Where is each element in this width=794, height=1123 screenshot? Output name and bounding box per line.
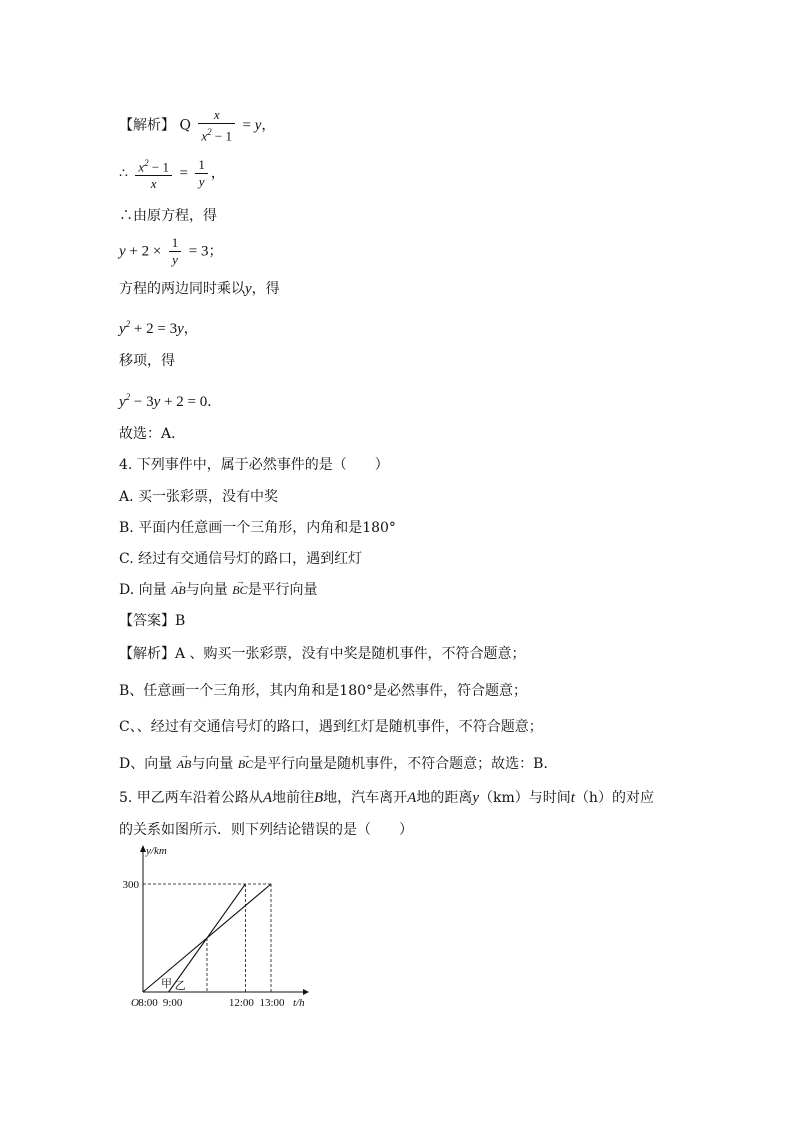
q3-answer: 故选：A．: [119, 426, 186, 442]
q3-line7: 移项，得: [119, 353, 175, 369]
q4-stem: 4. 下列事件中，属于必然事件的是（ ）: [119, 457, 389, 473]
q4-option-a: A. 买一张彩票，没有中奖: [119, 489, 279, 505]
fraction-1-over-y: $\frac{1}{y}$: [195, 157, 208, 190]
origin-label: O: [131, 997, 139, 1009]
q5-stem-line1: 5. 甲乙两车沿着公路从A地前往B地，汽车离开A地的距离y（km）与时间t（h）的对应: [119, 790, 654, 806]
therefore-symbol: ∴: [119, 165, 128, 182]
vector-bc: → BC: [238, 754, 253, 774]
q3-line3: ∴由原方程，得: [119, 208, 217, 224]
y-tick-label: 300: [122, 879, 139, 891]
q4-answer: [119, 611, 185, 631]
vector-ab: → AB: [171, 580, 186, 600]
q3-line2: ∴ $\frac{x^2 - 1}{x}$ = $\frac{1}{y}$ ，: [119, 155, 225, 192]
equals-y: = y: [242, 117, 262, 134]
fraction-reciprocal: $\frac{x^2 - 1}{x}$: [135, 155, 172, 192]
q4-option-c: C. 经过有交通信号灯的路口，遇到红灯: [119, 551, 363, 567]
series-label-jia: 甲: [161, 978, 172, 990]
q4-explanation-a: 【解析】A 、购买一张彩票，没有中奖是随机事件，不符合题意；: [119, 646, 526, 662]
x-tick-label: 12:00: [228, 997, 254, 1009]
equation-substituted: y + 2 ×: [119, 243, 162, 260]
vector-bc: → BC: [232, 580, 247, 600]
equation-multiplied: $y^2 + 2 = 3y$: [119, 319, 184, 337]
x-axis-label: t/h: [293, 997, 305, 1009]
q3-line8: $y^2 - 3y + 2 = 0$．: [119, 392, 222, 410]
q3-line4: y + 2 × $\frac{1}{y}$ = 3；: [119, 235, 223, 267]
x-tick-label: 9:00: [162, 997, 183, 1009]
q3-line5: 方程的两边同时乘以y，得: [119, 281, 280, 297]
equation-final: $y^2 - 3y + 2 = 0$: [119, 392, 208, 410]
q4-explanation-d: D、向量 → AB与向量 → BC是平行向量是随机事件，不符合题意；故选：B．: [119, 754, 557, 774]
chart-labels: [123, 845, 306, 1009]
q4-explanation-c: C、、经过有交通信号灯的路口，遇到红灯是随机事件，不符合题意；: [119, 719, 543, 735]
q4-option-d: D. 向量 → AB与向量 → BC是平行向量: [119, 580, 318, 600]
analysis-label: 【解析】: [119, 117, 175, 134]
answer-value: B: [175, 613, 186, 629]
q-symbol: Q: [179, 117, 191, 134]
q4-explanation-b: B、任意画一个三角形，其内角和是180°是必然事件，符合题意；: [119, 683, 528, 699]
series-label-yi: 乙: [174, 980, 186, 992]
fraction-x-over-x2minus1: $\frac{x}{x^2 - 1}$: [198, 107, 235, 144]
q5-stem-line2: 的关系如图所示．则下列结论错误的是（ ）: [119, 822, 413, 838]
q3-line1: 【解析】 Q $\frac{x}{x^2 - 1}$ = y，: [119, 107, 276, 144]
answer-label: 【答案】: [119, 613, 175, 629]
vector-ab: → AB: [177, 754, 192, 774]
x-axis-arrow: [303, 989, 309, 995]
q3-line6: $y^2 + 2 = 3y$，: [119, 319, 198, 337]
y-axis-label: y/km: [146, 845, 167, 857]
distance-time-graph: [118, 840, 318, 1010]
x-tick-label: 13:00: [259, 997, 285, 1009]
q4-option-b: B. 平面内任意画一个三角形，内角和是180°: [119, 520, 396, 536]
x-tick-label: 8:00: [138, 997, 158, 1009]
